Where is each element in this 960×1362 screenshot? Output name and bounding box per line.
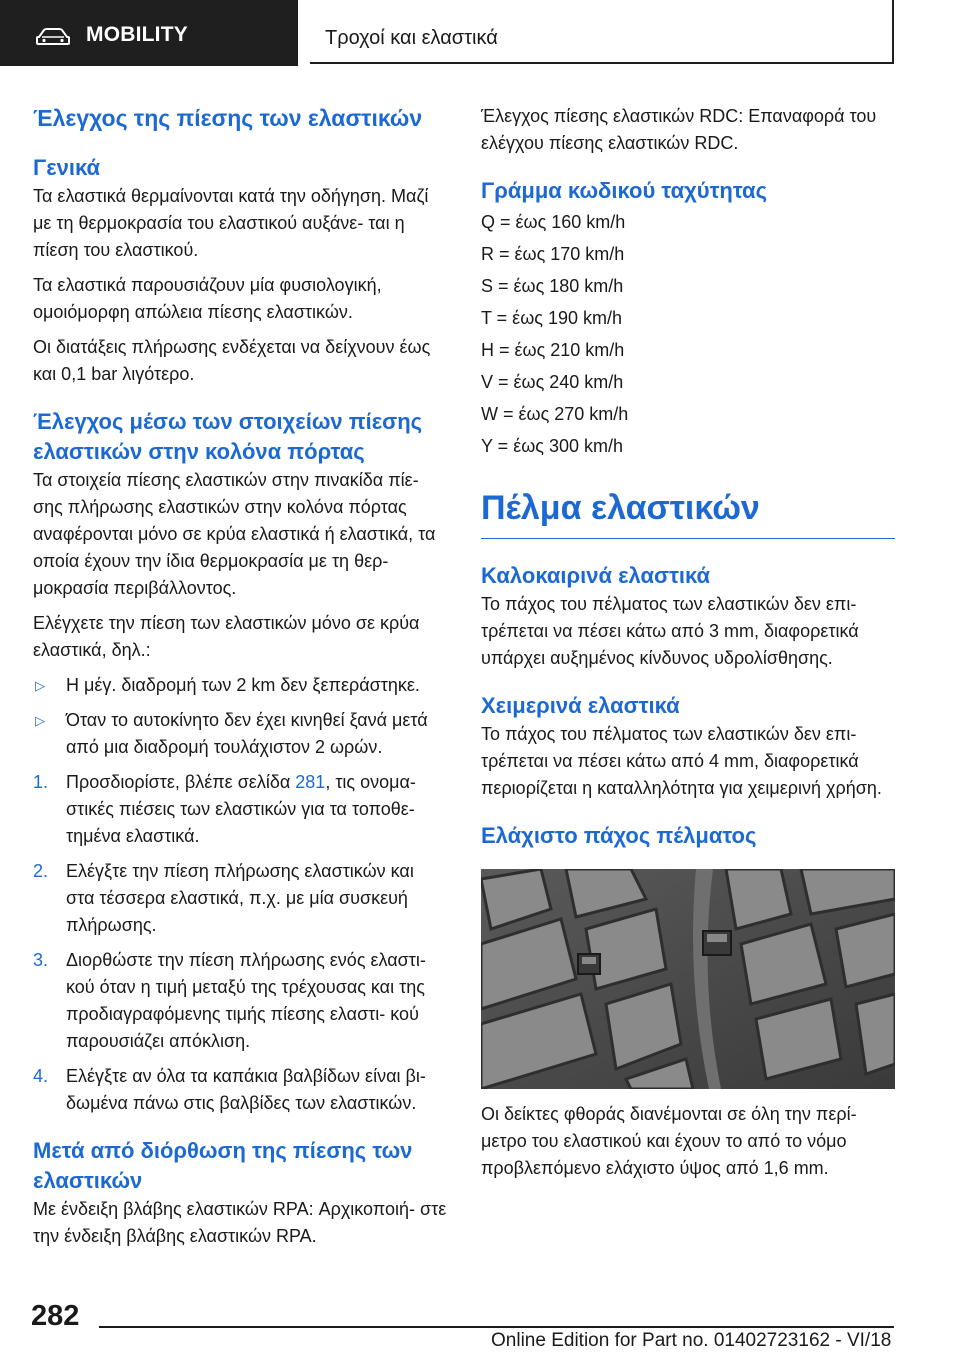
- rdc-paragraph: Έλεγχος πίεσης ελαστικών RDC: Επαναφορά του ελέγχου πίεσης ελαστικών RDC.: [481, 106, 877, 153]
- winter-paragraph: Το πάχος του πέλματος των ελαστικών δεν επι‐ τρέπεται να πέσει κάτω από 4 mm, διαφορετικά περιορίζεται η καταλληλότητα για χειμερινή χρήση.: [481, 724, 882, 798]
- speed-item: S = έως 180 km/h: [481, 276, 624, 296]
- list-item: ▷ Η μέγ. διαδρομή των 2 km δεν ξεπεράστηκε.: [33, 672, 447, 699]
- page-link[interactable]: 281: [295, 772, 326, 792]
- speed-item: T = έως 190 km/h: [481, 308, 622, 328]
- step-number: 1.: [33, 772, 49, 792]
- tread-title: Πέλμα ελαστικών: [481, 488, 895, 539]
- min-tread-paragraph: Οι δείκτες φθοράς διανέμονται σε όλη την περί‐ μετρο του ελαστικού και έχουν το από το νόμο προβλεπόμενο ελάχιστο ύψος από 1,6 mm.: [481, 1104, 857, 1178]
- speed-item: H = έως 210 km/h: [481, 340, 625, 360]
- tire-tread-photo: [481, 869, 895, 1089]
- speed-item: W = έως 270 km/h: [481, 404, 629, 424]
- after-heading: Μετά από διόρθωση της πίεσης των ελαστικών: [33, 1138, 413, 1193]
- speed-item: Q = έως 160 km/h: [481, 212, 626, 232]
- check-heading: Έλεγχος μέσω των στοιχείων πίεσης ελαστικών στην κολόνα πόρτας: [33, 409, 423, 464]
- check-paragraph: Τα στοιχεία πίεσης ελαστικών στην πινακίδα πίε‐ σης πλήρωσης ελαστικών στην κολόνα πόρτας αναφέρονται μόνο σε κρύα ελαστικά ή ελαστικά, τα οποία έχουν την ίδια θερμοκρασία με τη θερ‐ μοκρασία περιβάλλοντος.: [33, 470, 436, 598]
- triangle-bullet-icon: ▷: [35, 713, 45, 728]
- numbered-step: 3. Διορθώστε την πίεση πλήρωσης ενός ελαστι‐ κού όταν η τιμή μεταξύ της τρέχουσας και της προδιαγραφόμενης τιμής πίεσης ελαστι‐ κού παρουσιάζει απόκλιση.: [33, 947, 447, 1055]
- numbered-step: 2. Ελέγξτε την πίεση πλήρωσης ελαστικών και στα τέσσερα ελαστικά, π.χ. με μία συσκευή πλήρωσης.: [33, 858, 447, 939]
- header-section-tab: [0, 0, 298, 66]
- general-paragraph: Τα ελαστικά θερμαίνονται κατά την οδήγηση. Μαζί με τη θερμοκρασία του ελαστικού αυξάνε‐ ται η πίεση του ελαστικού.: [33, 186, 429, 260]
- edition-footer: Online Edition for Part no. 01402723162 - VI/18: [491, 1330, 892, 1351]
- left-column: [33, 103, 447, 1250]
- general-paragraph: Οι διατάξεις πλήρωσης ενδέχεται να δείχνουν έως και 0,1 bar λιγότερο.: [33, 337, 431, 384]
- chapter-header: [310, 0, 894, 64]
- right-column: [481, 103, 895, 1182]
- general-heading: Γενικά: [33, 155, 101, 180]
- summer-heading: Καλοκαιρινά ελαστικά: [481, 563, 711, 588]
- step-number: 2.: [33, 861, 49, 881]
- car-icon: [36, 28, 70, 51]
- section-title: Έλεγχος της πίεσης των ελαστικών: [33, 105, 423, 131]
- footer-divider: [99, 1326, 894, 1328]
- winter-heading: Χειμερινά ελαστικά: [481, 693, 680, 718]
- check-paragraph: Ελέγχετε την πίεση των ελαστικών μόνο σε κρύα ελαστικά, δηλ.:: [33, 613, 420, 660]
- step-number: 3.: [33, 950, 49, 970]
- step-number: 4.: [33, 1066, 49, 1086]
- numbered-step: 1. Προσδιορίστε, βλέπε σελίδα 281, τις ονομα‐ στικές πιέσεις των ελαστικών για τα τοποθε‐ τημένα ελαστικά.: [33, 769, 447, 850]
- list-item: ▷ Όταν το αυτοκίνητο δεν έχει κινηθεί ξανά μετά από μια διαδρομή τουλάχιστον 2 ωρών.: [33, 707, 447, 761]
- speed-item: Y = έως 300 km/h: [481, 436, 623, 456]
- min-tread-heading: Ελάχιστο πάχος πέλματος: [481, 823, 757, 848]
- page-number: 282: [31, 1300, 80, 1332]
- section-label: MOBILITY: [86, 23, 188, 46]
- speed-heading: Γράμμα κωδικού ταχύτητας: [481, 178, 768, 203]
- speed-item: R = έως 170 km/h: [481, 244, 625, 264]
- summer-paragraph: Το πάχος του πέλματος των ελαστικών δεν επι‐ τρέπεται να πέσει κάτω από 3 mm, διαφορετικά υπάρχει αυξημένος κίνδυνος υδρολίσθησης.: [481, 594, 859, 668]
- after-paragraph: Με ένδειξη βλάβης ελαστικών RPA: Αρχικοποιή‐ στε την ένδειξη βλάβης ελαστικών RPA.: [33, 1199, 447, 1246]
- speed-item: V = έως 240 km/h: [481, 372, 624, 392]
- speed-list: [481, 206, 895, 462]
- general-paragraph: Τα ελαστικά παρουσιάζουν μία φυσιολογική, ομοιόμορφη απώλεια πίεσης ελαστικών.: [33, 275, 382, 322]
- numbered-step: 4. Ελέγξτε αν όλα τα καπάκια βαλβίδων είναι βι‐ δωμένα πάνω στις βαλβίδες των ελαστικών.: [33, 1063, 447, 1117]
- triangle-bullet-icon: ▷: [35, 678, 45, 693]
- chapter-title: Τροχοί και ελαστικά: [325, 27, 498, 49]
